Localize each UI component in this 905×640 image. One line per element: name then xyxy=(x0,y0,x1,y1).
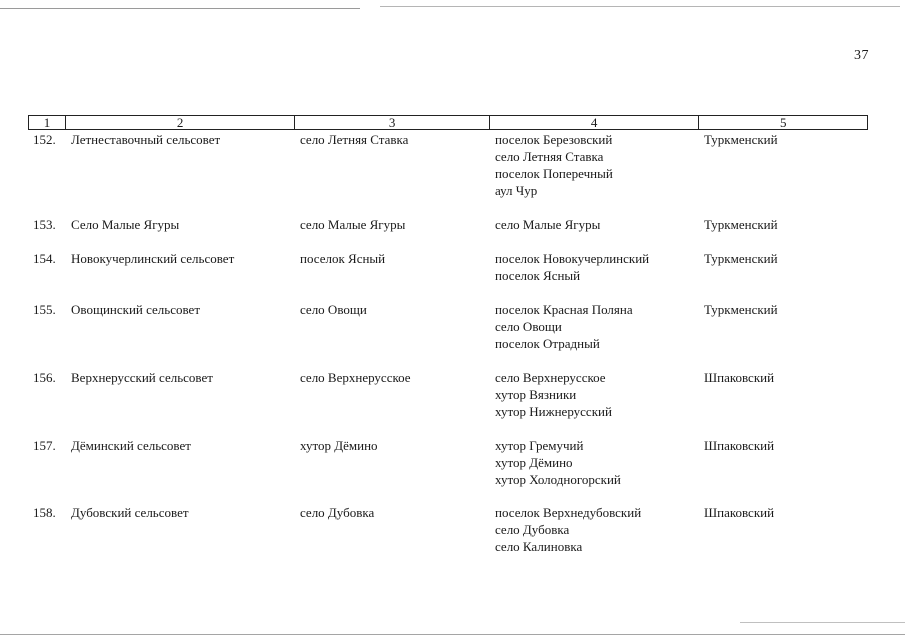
scan-artifact-top-right xyxy=(380,6,900,7)
row-number: 152. xyxy=(33,132,56,147)
administrative-center: село Верхнерусское xyxy=(300,370,411,385)
municipality-name: Летнеставочный сельсовет xyxy=(71,132,221,147)
district-name: Туркменский xyxy=(704,302,778,317)
district-name: Шпаковский xyxy=(704,505,775,520)
administrative-center: село Летняя Ставка xyxy=(300,132,409,147)
column-header-4: 4 xyxy=(490,116,700,129)
district-name: Туркменский xyxy=(704,132,778,147)
settlement: поселок Верхнедубовский xyxy=(495,505,642,520)
settlement: поселок Поперечный xyxy=(495,166,613,181)
settlement: село Летняя Ставка xyxy=(495,149,604,164)
settlements-list xyxy=(495,504,700,555)
settlements-list xyxy=(495,301,700,352)
municipality-name: Дубовский сельсовет xyxy=(71,505,189,520)
column-header-3: 3 xyxy=(295,116,490,129)
settlements-list xyxy=(495,437,700,488)
district-name: Туркменский xyxy=(704,251,778,266)
scan-artifact-bottom-right xyxy=(740,622,905,623)
settlements-list xyxy=(495,216,700,233)
settlement: село Верхнерусское xyxy=(495,370,606,385)
municipality-name: Село Малые Ягуры xyxy=(71,217,180,232)
row-number: 156. xyxy=(33,370,56,385)
scan-artifact-bottom xyxy=(0,634,905,635)
settlement: хутор Вязники xyxy=(495,387,577,402)
administrative-center: село Овощи xyxy=(300,302,367,317)
settlement: село Малые Ягуры xyxy=(495,217,601,232)
municipality-name: Дёминский сельсовет xyxy=(71,438,191,453)
column-header-2: 2 xyxy=(66,116,295,129)
row-number: 154. xyxy=(33,251,56,266)
district-name: Туркменский xyxy=(704,217,778,232)
settlement: село Калиновка xyxy=(495,539,583,554)
settlements-list xyxy=(495,131,700,199)
settlement: поселок Красная Поляна xyxy=(495,302,633,317)
row-number: 158. xyxy=(33,505,56,520)
settlement: село Дубовка xyxy=(495,522,570,537)
settlement: село Овощи xyxy=(495,319,562,334)
scan-artifact-top xyxy=(0,8,360,9)
administrative-center: поселок Ясный xyxy=(300,251,386,266)
administrative-center: село Дубовка xyxy=(300,505,375,520)
administrative-center: село Малые Ягуры xyxy=(300,217,406,232)
municipality-name: Новокучерлинский сельсовет xyxy=(71,251,235,266)
settlements-list xyxy=(495,369,700,420)
settlement: поселок Березовский xyxy=(495,132,613,147)
row-number: 157. xyxy=(33,438,56,453)
row-number: 155. xyxy=(33,302,56,317)
settlement: поселок Ясный xyxy=(495,268,581,283)
settlement: хутор Нижнерусский xyxy=(495,404,612,419)
administrative-center: хутор Дёмино xyxy=(300,438,378,453)
row-number: 153. xyxy=(33,217,56,232)
settlement: поселок Отрадный xyxy=(495,336,600,351)
settlement: поселок Новокучерлинский xyxy=(495,251,650,266)
settlements-list xyxy=(495,250,700,284)
column-header-1: 1 xyxy=(29,116,66,129)
municipality-name: Верхнерусский сельсовет xyxy=(71,370,213,385)
settlement: хутор Гремучий xyxy=(495,438,584,453)
settlement: хутор Дёмино xyxy=(495,455,573,470)
column-header-5: 5 xyxy=(779,115,787,130)
table-header xyxy=(28,115,868,130)
district-name: Шпаковский xyxy=(704,370,775,385)
page-number: 37 xyxy=(854,48,869,63)
municipality-name: Овощинский сельсовет xyxy=(71,302,201,317)
settlement: аул Чур xyxy=(495,183,538,198)
settlement: хутор Холодногорский xyxy=(495,472,621,487)
district-name: Шпаковский xyxy=(704,438,775,453)
